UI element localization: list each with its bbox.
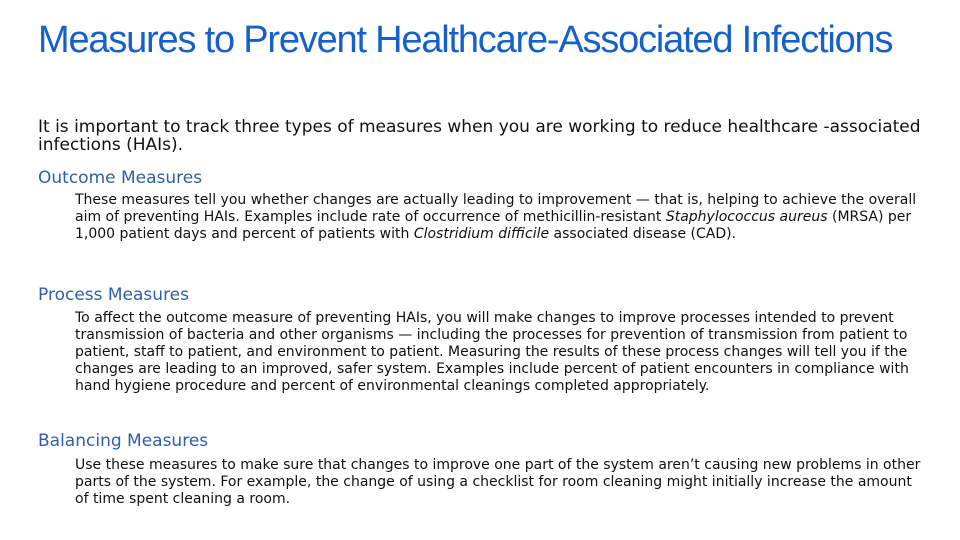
outcome-text-italic1: Staphylococcus aureus (665, 209, 828, 225)
balancing-measures-text: Use these measures to make sure that changes to improve one part of the system aren’t causing new problems in other parts of the system. For example, the change of using a checklist for room cleaning might initially increase the amount of time spent cleaning a room. (75, 457, 921, 507)
process-measures-text: To affect the outcome measure of preventing HAIs, you will make changes to improve processes intended to prevent transmission of bacteria and other organisms — including the processes for prevention of transmission from patient to patient, staff to patient, and environment to patient. Measuring the results of these process changes will tell you if the changes are leading to an improved, safer system. Examples include percent of patient encounters in compliance with hand hygiene procedure and percent of environmental cleanings completed appropriately. (75, 310, 909, 394)
intro-text: It is important to track three types of measures when you are working to reduce healthcare -associated infections (HAIs). (38, 117, 921, 155)
balancing-measures-heading: Balancing Measures (38, 431, 209, 451)
outcome-text-italic2: Clostridium difficile (413, 226, 550, 242)
outcome-text-part2: (MRSA) per 1,000 patient days and percent of patients with (75, 209, 912, 242)
outcome-measures-heading: Outcome Measures (38, 168, 203, 188)
outcome-text-part3: associated disease (CAD). (549, 226, 737, 242)
process-measures-heading: Process Measures (38, 285, 189, 305)
outcome-text-part1: These measures tell you whether changes are actually leading to improvement — that is, helping to achieve the overall aim of preventing HAIs. Examples include rate of occurrence of methicillin-resistant (75, 192, 917, 225)
slide-title: Measures to Prevent Healthcare-Associated Infections (38, 19, 893, 61)
outcome-measures-text (75, 192, 925, 243)
